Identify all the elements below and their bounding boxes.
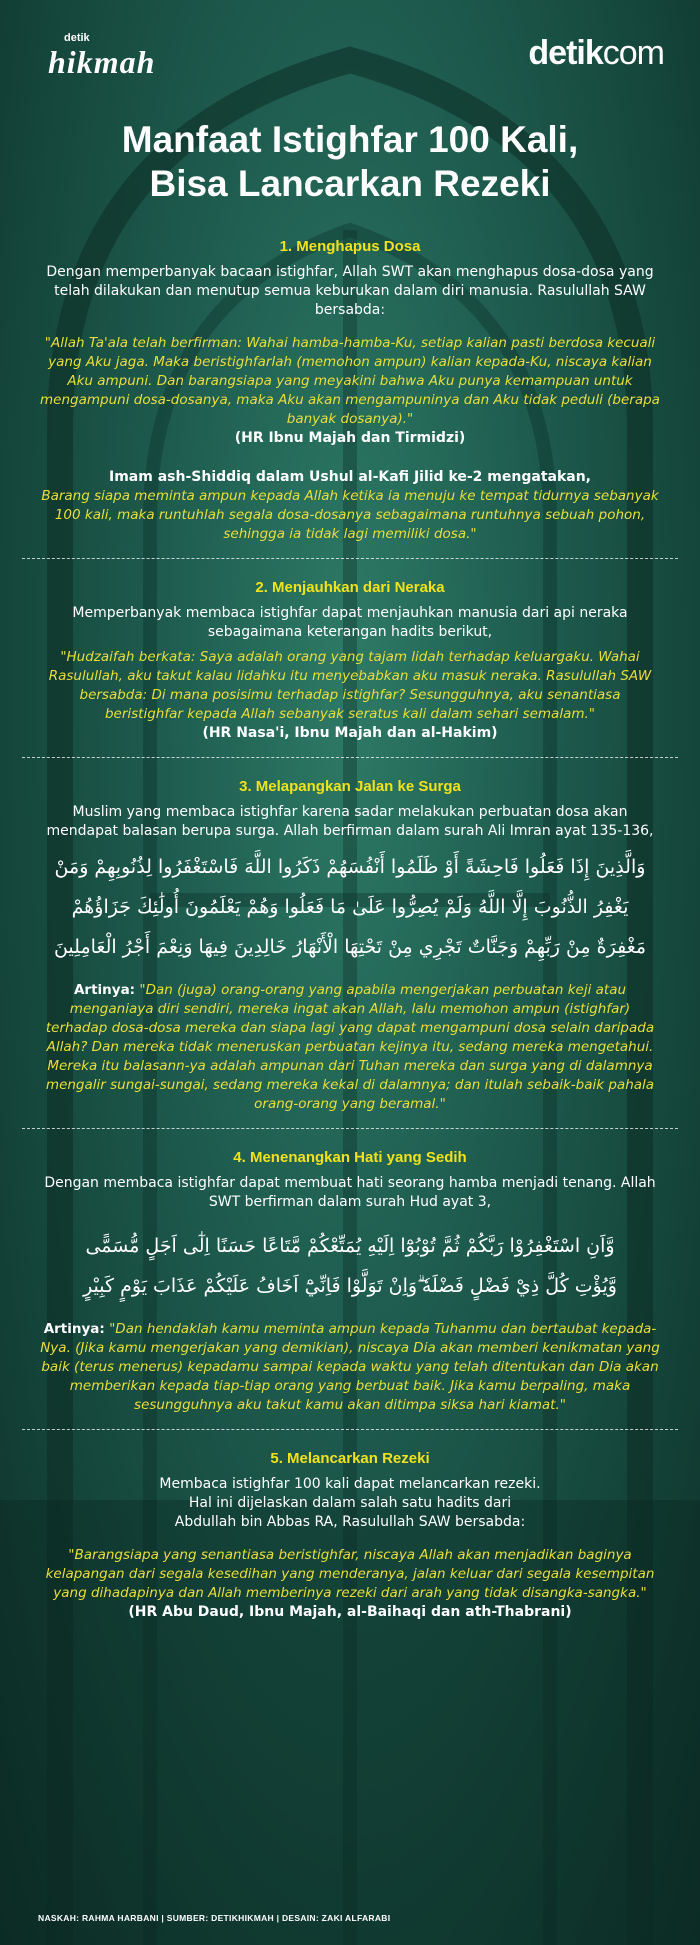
section-menghapus-dosa (0, 238, 700, 544)
logo-com: com (602, 34, 664, 72)
logo-big-text: hikmah (48, 44, 156, 80)
hadith-source: (HR Ibnu Majah dan Tirmidzi) (234, 430, 466, 446)
section-jalan-ke-surga (0, 778, 700, 1114)
arabic-verse-line: وَّاَنِ اسْتَغْفِرُوْا رَبَّكُمْ ثُمَّ تُوْبُوْٓا اِلَيْهِ يُمَتِّعْكُمْ مَّتَاعًا حَسَنًا اِلٰٓى اَجَلٍ مُّسَمًّى (85, 1235, 615, 1257)
section-intro: Muslim yang membaca istighfar karena sadar melakukan perbuatan dosa akan mendapat balasan berupa surga. Allah berfirman dalam surah Ali Imran ayat 135-136, (46, 804, 654, 839)
detikcom-logo (528, 34, 664, 73)
section-intro: Dengan memperbanyak bacaan istighfar, Allah SWT akan menghapus dosa-dosa yang telah dilakukan dan menutup semua keburukan dalam diri manusia. Rasulullah SAW bersabda: (46, 264, 654, 318)
arabic-verse-line: يَغْفِرُ الذُّنُوبَ إِلَّا اللَّهُ وَلَمْ يُصِرُّوا عَلَىٰ مَا فَعَلُوا وَهُمْ يَعْلَمُونَ أُولَٰئِكَ جَزَاؤُهُمْ (71, 896, 629, 918)
content (0, 238, 700, 1622)
second-quote: Barang siapa meminta ampun kepada Allah ketika ia menuju ke tempat tidurnya sebanyak 100 kali, maka runtuhlah segala dosa-dosanya sebagaimana runtuhnya sebuah pohon, sehingga ia tidak lagi memiliki dosa." (41, 488, 659, 542)
title-line-2: Bisa Lancarkan Rezeki (149, 163, 551, 204)
section-intro-line: Hal ini dijelaskan dalam salah satu hadits dari (188, 1495, 512, 1511)
arabic-verse-line: وَالَّذِينَ إِذَا فَعَلُوا فَاحِشَةً أَوْ ظَلَمُوا أَنْفُسَهُمْ ذَكَرُوا اللَّهَ فَاسْتَغْفَرُوا لِذُنُوبِهِمْ وَمَنْ (54, 856, 646, 878)
hadith-quote: "Allah Ta'ala telah berfirman: Wahai hamba-hamba-Ku, setiap kalian pasti berdosa kecuali yang Aku jaga. Maka beristighfarlah (memohon ampun) kalian kepada-Ku, niscaya kalian Aku ampuni. Dan barangsiapa yang meyakini bahwa Aku punya kemampuan untuk mengampuni dosa-dosanya, maka Aku akan mengampuninya dan Aku tidak peduli (berapa banyak dosanya)." (40, 335, 660, 427)
logo-small-text: detik (64, 32, 90, 44)
title-line-1: Manfaat Istighfar 100 Kali, (121, 119, 579, 160)
hadith-source: (HR Nasa'i, Ibnu Majah dan al-Hakim) (202, 725, 498, 741)
hadith-quote: "Barangsiapa yang senantiasa beristighfar, niscaya Allah akan menjadikan baginya kelapangan dari segala kesedihan yang menderanya, jalan keluar dari segala kesempitan yang dihadapinya dan Allah memberinya rezeki dari arah yang tidak disangka-sangka." (45, 1547, 655, 1601)
arabic-verse-line: وَّيُؤْتِ كُلَّ ذِيْ فَضْلٍ فَضْلَهٗ ۗوَاِنْ تَوَلَّوْا فَاِنِّيْٓ اَخَافُ عَلَيْكُمْ عَذَابَ يَوْمٍ كَبِيْرٍ (83, 1275, 617, 1297)
logo-detik: detik (528, 34, 603, 72)
hadith-quote: "Hudzaifah berkata: Saya adalah orang yang tajam lidah terhadap keluargaku. Wahai Rasulullah, aku takut kalau lidahku itu menyebabkan aku masuk neraka. Rasulullah SAW bersabda: Di mana posisimu terhadap istighfar? Sesungguhnya, aku senantiasa beristighfar kepada Allah sebanyak seratus kali dalam sehari semalam." (48, 649, 652, 722)
second-lead: Imam ash-Shiddiq dalam Ushul al-Kafi Jilid ke-2 mengatakan, (109, 469, 591, 485)
header (0, 0, 700, 110)
section-menenangkan-hati (0, 1149, 700, 1415)
section-heading: 1. Menghapus Dosa (279, 238, 421, 255)
translation-text: "Dan (juga) orang-orang yang apabila mengerjakan perbuatan keji atau menganiaya diri sendiri, mereka ingat akan Allah, lalu memohon ampun (istighfar) terhadap dosa-dosa mereka dan siapa lagi yang dapat mengampuni dosa selain daripada Allah? Dan mereka tidak meneruskan perbuatan kejinya itu, sedang mereka mengetahui. Mereka itu balasann-ya adalah ampunan dari Tuhan mereka dan surga yang di dalamnya mengalir sungai-sungai, sedang mereka kekal di dalamnya; dan itulah sebaik-baik pahala orang-orang yang beramal." (45, 982, 655, 1112)
section-heading: 3. Melapangkan Jalan ke Surga (239, 778, 461, 795)
section-intro: Dengan membaca istighfar dapat membuat hati seorang hamba menjadi tenang. Allah SWT berfirman dalam surah Hud ayat 3, (44, 1175, 656, 1210)
translation-text: "Dan hendaklah kamu meminta ampun kepada Tuhanmu dan bertaubat kepada-Nya. (Jika kamu mengerjakan yang demikian), niscaya Dia akan memberi kenikmatan yang baik (terus menerus) kepadamu sampai kepada waktu yang telah ditentukan dan Dia akan memberikan kepada tiap-tiap orang yang berbuat baik. Jika kamu berpaling, maka sesungguhnya aku takut kamu akan ditimpa siksa hari kiamat." (40, 1321, 660, 1413)
section-menjauhkan-neraka (0, 579, 700, 743)
section-intro-line: Abdullah bin Abbas RA, Rasulullah SAW bersabda: (174, 1514, 526, 1530)
section-intro: Memperbanyak membaca istighfar dapat menjauhkan manusia dari api neraka sebagaimana keterangan hadits berikut, (72, 605, 628, 640)
artinya-label: Artinya: (43, 1321, 105, 1337)
credits-footer: NASKAH: RAHMA HARBANI | SUMBER: DETIKHIKMAH | DESAIN: ZAKI ALFARABI (38, 1913, 391, 1923)
detikhikmah-logo (48, 26, 178, 82)
section-intro-line: Membaca istighfar 100 kali dapat melancarkan rezeki. (159, 1476, 541, 1492)
section-melancarkan-rezeki (0, 1450, 700, 1622)
hadith-source: (HR Abu Daud, Ibnu Majah, al-Baihaqi dan ath-Thabrani) (128, 1604, 572, 1620)
section-heading: 2. Menjauhkan dari Neraka (255, 579, 445, 596)
section-heading: 5. Melancarkan Rezeki (270, 1450, 430, 1467)
section-heading: 4. Menenangkan Hati yang Sedih (233, 1149, 467, 1166)
translation (40, 981, 660, 1114)
translation (40, 1320, 660, 1415)
arabic-verse-line: مَغْفِرَةٌ مِنْ رَبِّهِمْ وَجَنَّاتٌ تَجْرِي مِنْ تَحْتِهَا الْأَنْهَارُ خَالِدِينَ فِيهَا وَنِعْمَ أَجْرُ الْعَامِلِينَ (53, 936, 647, 958)
artinya-label: Artinya: (73, 982, 136, 998)
page-title (0, 118, 700, 206)
